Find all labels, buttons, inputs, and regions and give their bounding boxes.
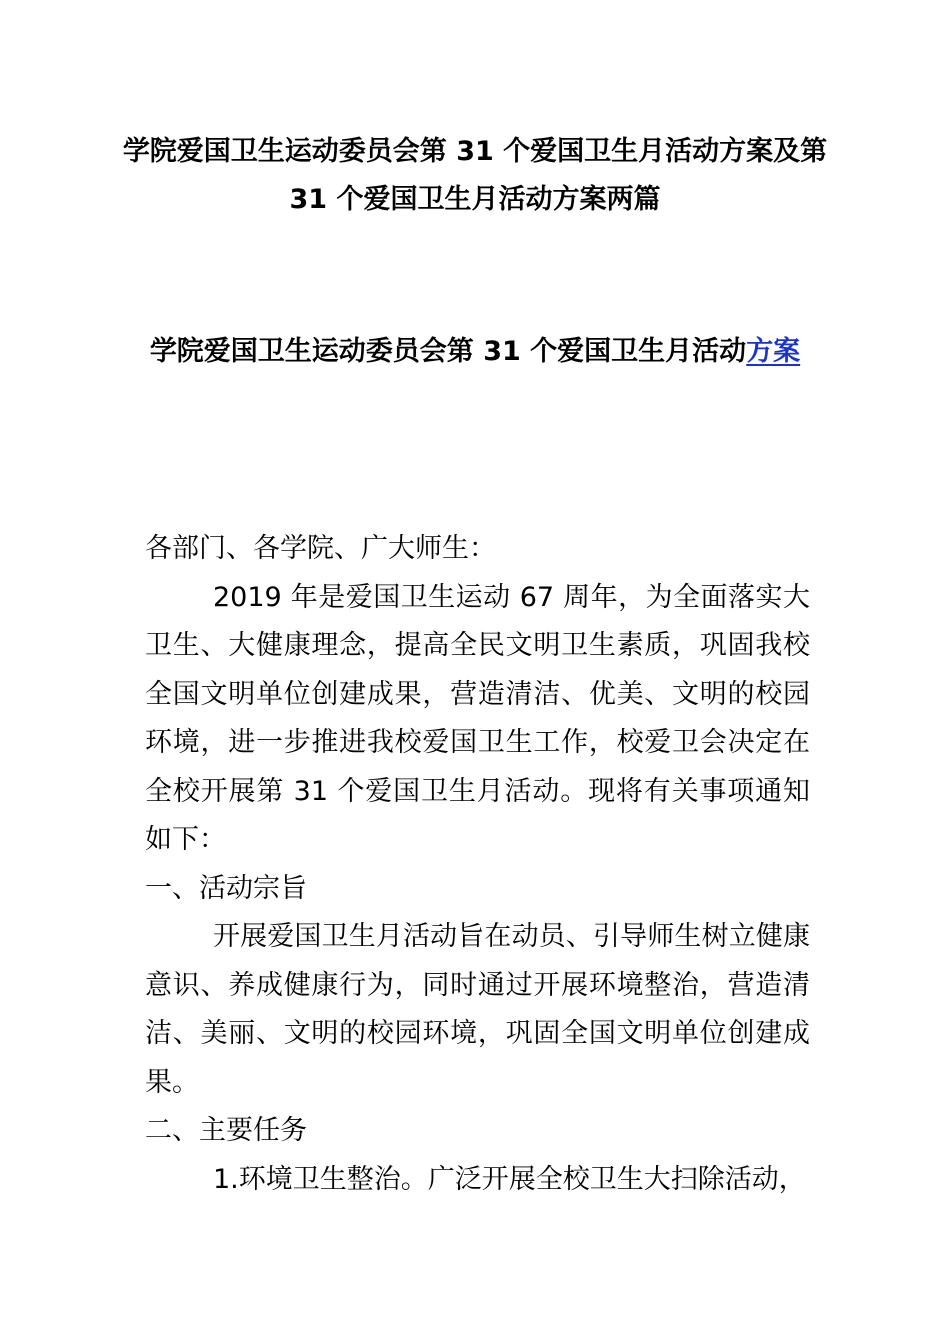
section-heading-tasks: 二、主要任务 [145,1115,307,1146]
document-title-text: 学院爱国卫生运动委员会第 31 个爱国卫生月活动方案及第 31 个爱国卫生月活动方案两篇 [122,136,828,215]
purpose-paragraph: 开展爱国卫生月活动旨在动员、引导师生树立健康意识、养成健康行为，同时通过开展环境整治，营造清洁、美丽、文明的校园环境，巩固全国文明单位创建成果。 [145,921,810,1098]
document-body [145,525,810,1204]
section-title [120,328,830,376]
salutation: 各部门、各学院、广大师生： [145,533,496,564]
document-title [120,128,830,224]
section-title-text: 学院爱国卫生运动委员会第 31 个爱国卫生月活动 [149,336,747,367]
intro-paragraph: 2019 年是爱国卫生运动 67 周年，为全面落实大卫生、大健康理念，提高全民文明卫生素质，巩固我校全国文明单位创建成果，营造清洁、优美、文明的校园环境，进一步推进我校爱国卫生工作，校爱卫会决定在全校开展第 31 个爱国卫生月活动。现将有关事项通知如下： [145,581,810,855]
section-title-link[interactable]: 方案 [746,336,801,367]
section-heading-purpose: 一、活动宗旨 [145,872,307,904]
task-item-1: 1.环境卫生整治。广泛开展全校卫生大扫除活动， [213,1163,806,1195]
